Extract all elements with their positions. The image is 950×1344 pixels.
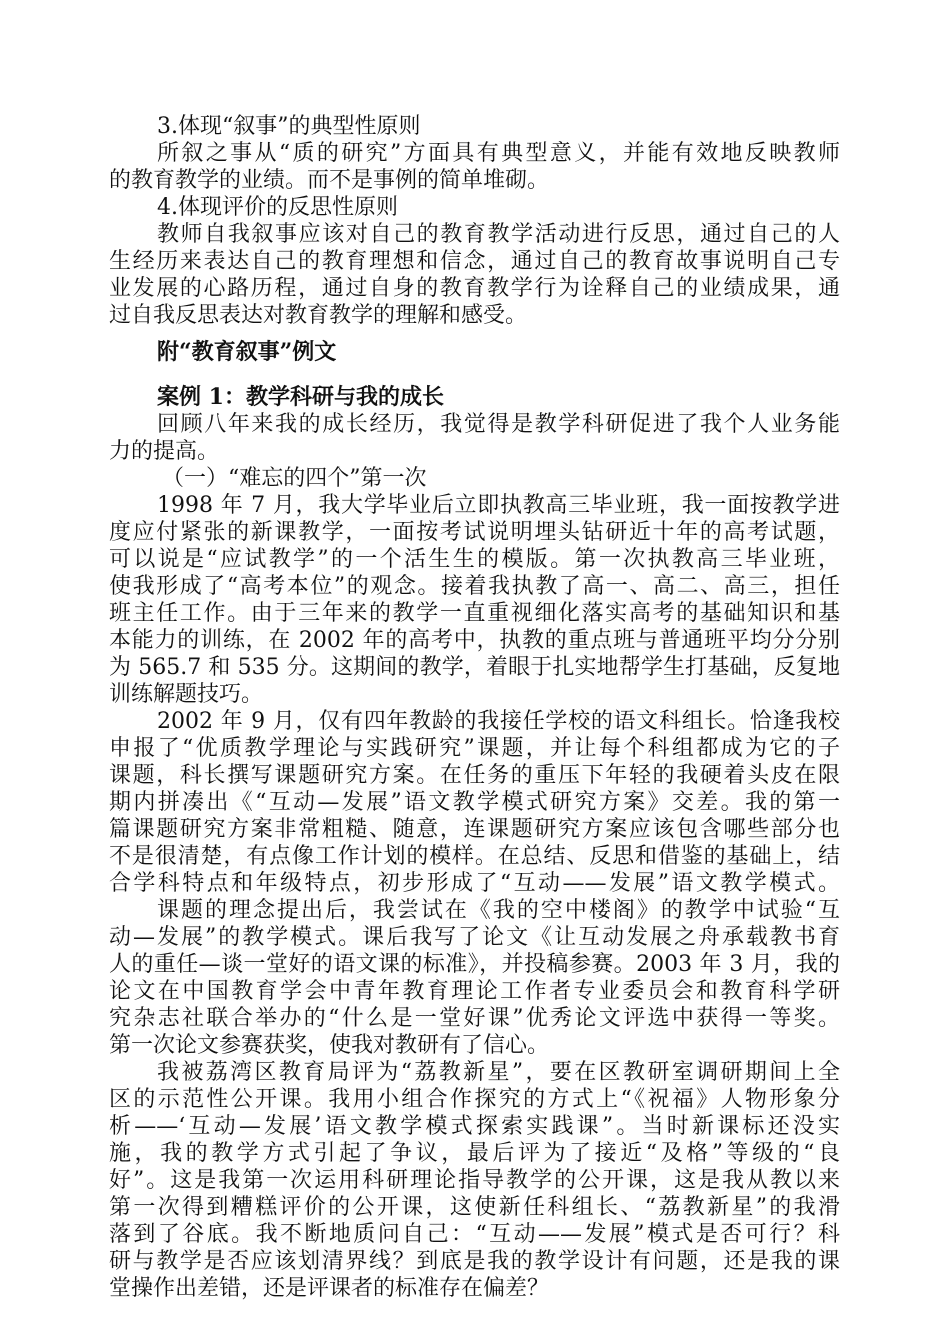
paragraph-line: 业发展的心路历程，通过自身的教育教学行为诠释自己的业绩成果，通 bbox=[109, 276, 840, 301]
paragraph-line: 力的提高。 bbox=[109, 439, 220, 464]
paragraph-line: 落到了谷底。我不断地质问自己：“互动——发展”模式是否可行？科 bbox=[109, 1222, 840, 1247]
paragraph-line: 班主任工作。由于三年来的教学一直重视细化落实高考的基础知识和基 bbox=[109, 601, 840, 626]
paragraph-line: 课题的理念提出后，我尝试在《我的空中楼阁》的教学中试验“互 bbox=[157, 898, 840, 923]
paragraph-line: 第一次论文参赛获奖，使我对教研有了信心。 bbox=[109, 1033, 550, 1058]
paragraph-line: 我被荔湾区教育局评为“荔教新星”，要在区教研室调研期间上全 bbox=[157, 1060, 840, 1085]
paragraph-line: 所叙之事从“质的研究”方面具有典型意义，并能有效地反映教师 bbox=[157, 141, 840, 166]
paragraph-line: 使我形成了“高考本位”的观念。接着我执教了高一、高二、高三，担任 bbox=[109, 574, 840, 599]
heading-principle-4: 4.体现评价的反思性原则 bbox=[157, 195, 398, 220]
paragraph-line: 训练解题技巧。 bbox=[109, 682, 264, 707]
paragraph-line: 堂操作出差错，还是评课者的标准存在偏差？ bbox=[109, 1276, 550, 1301]
paragraph-line: 2002 年 9 月，仅有四年教龄的我接任学校的语文科组长。恰逢我校 bbox=[157, 709, 840, 734]
paragraph-line: 过自我反思表达对教育教学的理解和感受。 bbox=[109, 303, 528, 328]
case-heading: 案例 1：教学科研与我的成长 bbox=[157, 384, 444, 410]
paragraph-line: 度应付紧张的新课教学，一面按考试说明埋头钻研近十年的高考试题， bbox=[109, 520, 840, 545]
paragraph-line: 析——‘互动—发展’语文教学模式探索实践课”。当时新课标还没实 bbox=[109, 1114, 840, 1139]
paragraph-line: 不是很清楚，有点像工作计划的模样。在总结、反思和借鉴的基础上，结 bbox=[109, 844, 840, 869]
paragraph-line: 的教育教学的业绩。而不是事例的简单堆砌。 bbox=[109, 168, 550, 193]
paragraph-line: 施，我的教学方式引起了争议，最后评为了接近“及格”等级的“良 bbox=[109, 1141, 840, 1166]
paragraph-line: 研与教学是否应该划清界线？到底是我的教学设计有问题，还是我的课 bbox=[109, 1249, 840, 1274]
paragraph-line: 1998 年 7 月，我大学毕业后立即执教高三毕业班，我一面按教学进 bbox=[157, 493, 840, 518]
paragraph-line: 教师自我叙事应该对自己的教育教学活动进行反思，通过自己的人 bbox=[157, 222, 840, 247]
paragraph-line: 好”。这是我第一次运用科研理论指导教学的公开课，这是我从教以来 bbox=[109, 1168, 840, 1193]
paragraph-line: 人的重任—谈一堂好的语文课的标准》，并投稿参赛。2003 年 3 月，我的 bbox=[109, 952, 840, 977]
paragraph-line: 为 565.7 和 535 分。这期间的教学，着眼于扎实地帮学生打基础，反复地 bbox=[109, 655, 840, 680]
paragraph-line: 回顾八年来我的成长经历，我觉得是教学科研促进了我个人业务能 bbox=[157, 412, 840, 437]
paragraph-line: 究杂志社联合举办的“什么是一堂好课”优秀论文评选中获得一等奖。 bbox=[109, 1006, 840, 1031]
paragraph-line: 课题，科长撰写课题研究方案。在任务的重压下年轻的我硬着头皮在限 bbox=[109, 763, 840, 788]
paragraph-line: 第一次得到糟糕评价的公开课，这使新任科组长、“荔教新星”的我滑 bbox=[109, 1195, 840, 1220]
paragraph-line: 动—发展”的教学模式。课后我写了论文《让互动发展之舟承载教书育 bbox=[109, 925, 840, 950]
appendix-heading: 附“教育叙事”例文 bbox=[157, 339, 337, 365]
paragraph-line: 生经历来表达自己的教育理想和信念，通过自己的教育故事说明自己专 bbox=[109, 249, 840, 274]
paragraph-line: 申报了“优质教学理论与实践研究”课题，并让每个科组都成为它的子 bbox=[109, 736, 840, 761]
paragraph-line: 合学科特点和年级特点，初步形成了“互动——发展”语文教学模式。 bbox=[109, 871, 840, 896]
subsection-heading: （一）“难忘的四个”第一次 bbox=[162, 466, 427, 491]
heading-principle-3: 3.体现“叙事”的典型性原则 bbox=[157, 114, 421, 139]
paragraph-line: 论文在中国教育学会中青年教育理论工作者专业委员会和教育科学研 bbox=[109, 979, 840, 1004]
paragraph-line: 可以说是“应试教学”的一个活生生的模版。第一次执教高三毕业班， bbox=[109, 547, 840, 572]
paragraph-line: 期内拼凑出《“互动—发展”语文教学模式研究方案》交差。我的第一 bbox=[109, 790, 840, 815]
paragraph-line: 篇课题研究方案非常粗糙、随意，连课题研究方案应该包含哪些部分也 bbox=[109, 817, 840, 842]
paragraph-line: 本能力的训练，在 2002 年的高考中，执教的重点班与普通班平均分分别 bbox=[109, 628, 840, 653]
paragraph-line: 区的示范性公开课。我用小组合作探究的方式上“《祝福》人物形象分 bbox=[109, 1087, 840, 1112]
